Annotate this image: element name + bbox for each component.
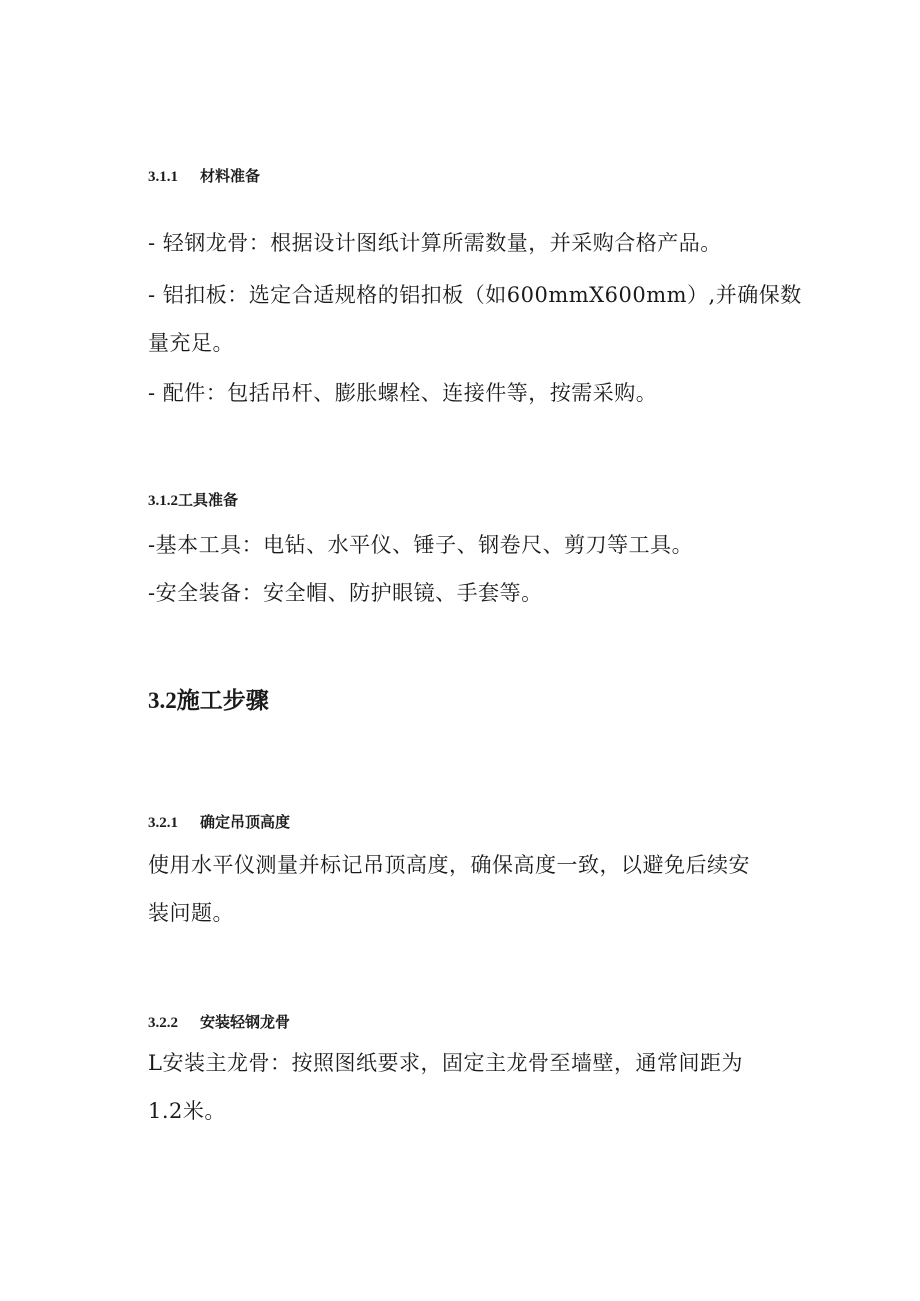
heading-3-1-1 — [148, 166, 260, 187]
paragraph-line: - 轻钢龙骨：根据设计图纸计算所需数量，并采购合格产品。 — [148, 231, 722, 255]
heading-3-2 — [148, 686, 269, 716]
heading-3-2-1 — [148, 812, 290, 833]
paragraph-line: - 铝扣板：选定合适规格的铝扣板（如600mmX600mm）,并确保数 — [148, 283, 802, 307]
heading-number: 3.2.1 — [148, 815, 178, 831]
paragraph-line: - 配件：包括吊杆、膨胀螺栓、连接件等，按需采购。 — [148, 381, 658, 405]
paragraph-line: 1.2米。 — [148, 1099, 226, 1123]
heading-title: 工具准备 — [178, 491, 239, 509]
paragraph-line: 量充足。 — [148, 331, 234, 355]
heading-3-2-2 — [148, 1012, 290, 1033]
heading-number: 3.1.2 — [148, 493, 178, 509]
paragraph-line: 装问题。 — [148, 901, 234, 925]
paragraph-line: 使用水平仪测量并标记吊顶高度，确保高度一致，以避免后续安 — [148, 853, 750, 877]
heading-3-1-2 — [148, 490, 238, 511]
heading-title: 施工步骤 — [176, 688, 269, 714]
paragraph-line: -安全装备：安全帽、防护眼镜、手套等。 — [148, 581, 543, 605]
heading-title: 确定吊顶高度 — [200, 813, 291, 831]
heading-title: 材料准备 — [200, 167, 261, 185]
paragraph-line: -基本工具：电钻、水平仪、锤子、钢卷尺、剪刀等工具。 — [148, 533, 694, 557]
heading-number: 3.1.1 — [148, 169, 178, 185]
heading-number: 3.2.2 — [148, 1015, 178, 1031]
paragraph-line: L安装主龙骨：按照图纸要求，固定主龙骨至墙壁，通常间距为 — [148, 1051, 743, 1075]
heading-title: 安装轻钢龙骨 — [200, 1013, 291, 1031]
heading-number: 3.2 — [148, 688, 177, 713]
